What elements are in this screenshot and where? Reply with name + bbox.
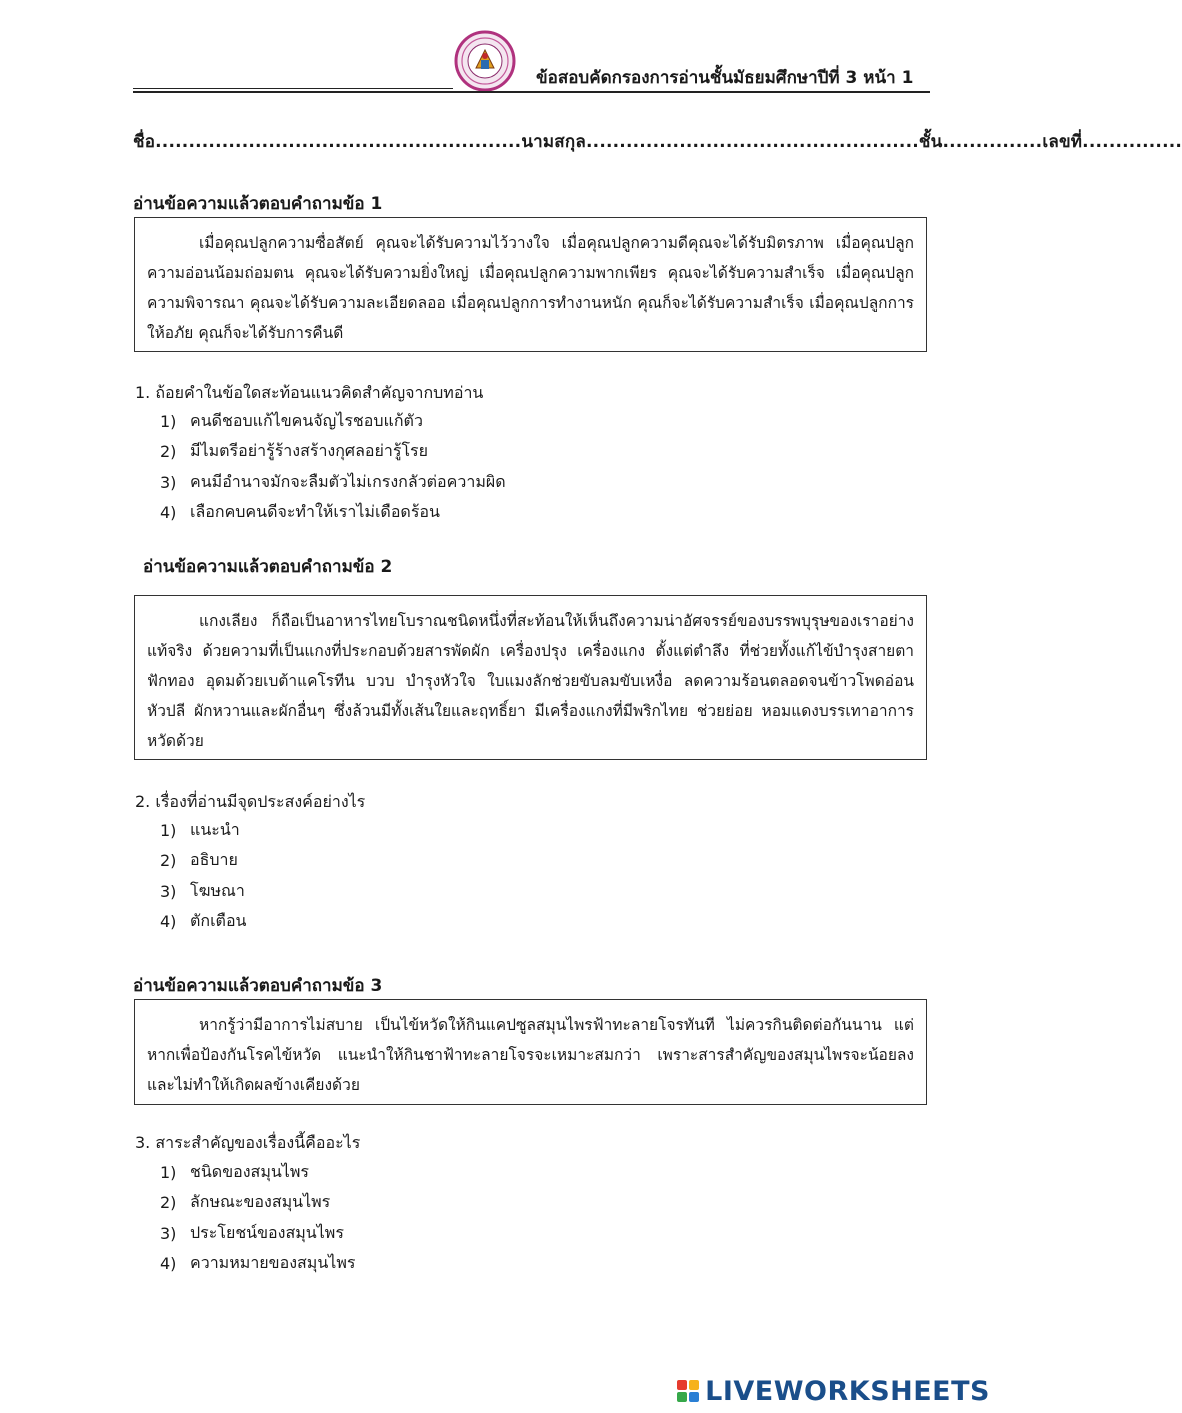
passage-1-text: เมื่อคุณปลูกความซื่อสัตย์ คุณจะได้รับความไว้วางใจ เมื่อคุณปลูกความดีคุณจะได้รับมิตรภาพ เมื่อคุณปลูกความอ่อนน้อมถ่อมตน คุณจะได้รับความยิ่งใหญ่ เมื่อคุณปลูกความพากเพียร คุณจะได้รับความสำเร็จ เมื่อคุณปลูกความพิจารณา คุณจะได้รับความละเอียดลออ เมื่อคุณปลูกการทำงานหนัก คุณก็จะได้รับความสำเร็จ เมื่อคุณปลูกการให้อภัย คุณก็จะได้รับการคืนดี: [147, 234, 914, 342]
question-3-choices: [160, 1157, 355, 1279]
passage-2-text: แกงเลียง ก็ถือเป็นอาหารไทยโบราณชนิดหนึ่งที่สะท้อนให้เห็นถึงความน่าอัศจรรย์ของบรรพบุรุษของเราอย่างแท้จริง ด้วยความที่เป็นแกงที่ประกอบด้วยสารพัดผัก เครื่องปรุง เครื่องแกง ตั้งแต่ตำลึง ที่ช่วยทั้งแก้ไข้บำรุงสายตา ฟักทอง อุดมด้วยเบต้าแคโรทีน บวบ บำรุงหัวใจ ใบแมงลักช่วยขับลมขับเหงื่อ ลดความร้อนตลอดจนข้าวโพดอ่อน หัวปลี ผักหวานและผักอื่นๆ ซึ่งล้วนมีทั้งเส้นใยและฤทธิ์ยา มีเครื่องแกงที่มีพริกไทย ช่วยย่อย หอมแดงบรรเทาอาการหวัดด้วย: [147, 612, 914, 750]
header-divider: [133, 91, 930, 93]
choice-item[interactable]: 3) ประโยชน์ของสมุนไพร: [160, 1222, 344, 1243]
section-1-title: อ่านข้อความแล้วตอบคำถามข้อ 1: [133, 194, 383, 214]
passage-1-box: [134, 217, 927, 352]
liveworksheets-logo-icon: [677, 1380, 701, 1404]
liveworksheets-text: LIVEWORKSHEETS: [705, 1376, 990, 1407]
section-3-title: อ่านข้อความแล้วตอบคำถามข้อ 3: [133, 976, 383, 996]
choice-item[interactable]: 4) ตักเตือน: [160, 911, 247, 932]
student-info-line[interactable]: ชื่อ.......................................................นามสกุล..................................................ชั้น...............เลขที่...............: [133, 132, 1182, 152]
passage-3-text: หากรู้ว่ามีอาการไม่สบาย เป็นไข้หวัดให้กินแคปซูลสมุนไพรฟ้าทะลายโจรทันที ไม่ควรกินติดต่อกันนาน แต่หากเพื่อป้องกันโรคไข้หวัด แนะนำให้กินชาฟ้าทะลายโจรจะเหมาะสมกว่า เพราะสารสำคัญของสมุนไพรจะน้อยลง และไม่ทำให้เกิดผลข้างเคียงด้วย: [147, 1016, 914, 1094]
liveworksheets-watermark[interactable]: [677, 1376, 990, 1407]
choice-item[interactable]: 3) คนมีอำนาจมักจะลืมตัวไม่เกรงกลัวต่อความผิด: [160, 471, 506, 492]
section-2-title: อ่านข้อความแล้วตอบคำถามข้อ 2: [143, 557, 393, 577]
question-2: 2. เรื่องที่อ่านมีจุดประสงค์อย่างไร: [135, 792, 366, 811]
choice-item[interactable]: 4) เลือกคบคนดีจะทำให้เราไม่เดือดร้อน: [160, 502, 440, 523]
school-emblem-icon: [454, 30, 516, 92]
choice-item[interactable]: 1) คนดีชอบแก้ไขคนจัญไรชอบแก้ตัว: [160, 410, 423, 431]
choice-item[interactable]: 1) ชนิดของสมุนไพร: [160, 1161, 309, 1182]
page-header-title: ข้อสอบคัดกรองการอ่านชั้นมัธยมศึกษาปีที่ 3 หน้า 1: [536, 68, 914, 88]
choice-item[interactable]: 2) อธิบาย: [160, 850, 238, 871]
choice-item[interactable]: 2) มีไมตรีอย่ารู้ร้างสร้างกุศลอย่ารู้โรย: [160, 441, 429, 462]
passage-3-box: [134, 999, 927, 1105]
question-1-choices: [160, 406, 506, 528]
choice-item[interactable]: 2) ลักษณะของสมุนไพร: [160, 1192, 331, 1213]
choice-item[interactable]: 4) ความหมายของสมุนไพร: [160, 1253, 356, 1274]
choice-item[interactable]: 1) แนะนำ: [160, 819, 240, 840]
question-3: 3. สาระสำคัญของเรื่องนี้คืออะไร: [135, 1133, 361, 1152]
question-2-choices: [160, 815, 246, 937]
passage-2-box: [134, 595, 927, 760]
question-1: 1. ถ้อยคำในข้อใดสะท้อนแนวคิดสำคัญจากบทอ่าน: [135, 383, 484, 402]
header-divider-short: [133, 88, 453, 89]
choice-item[interactable]: 3) โฆษณา: [160, 880, 245, 901]
